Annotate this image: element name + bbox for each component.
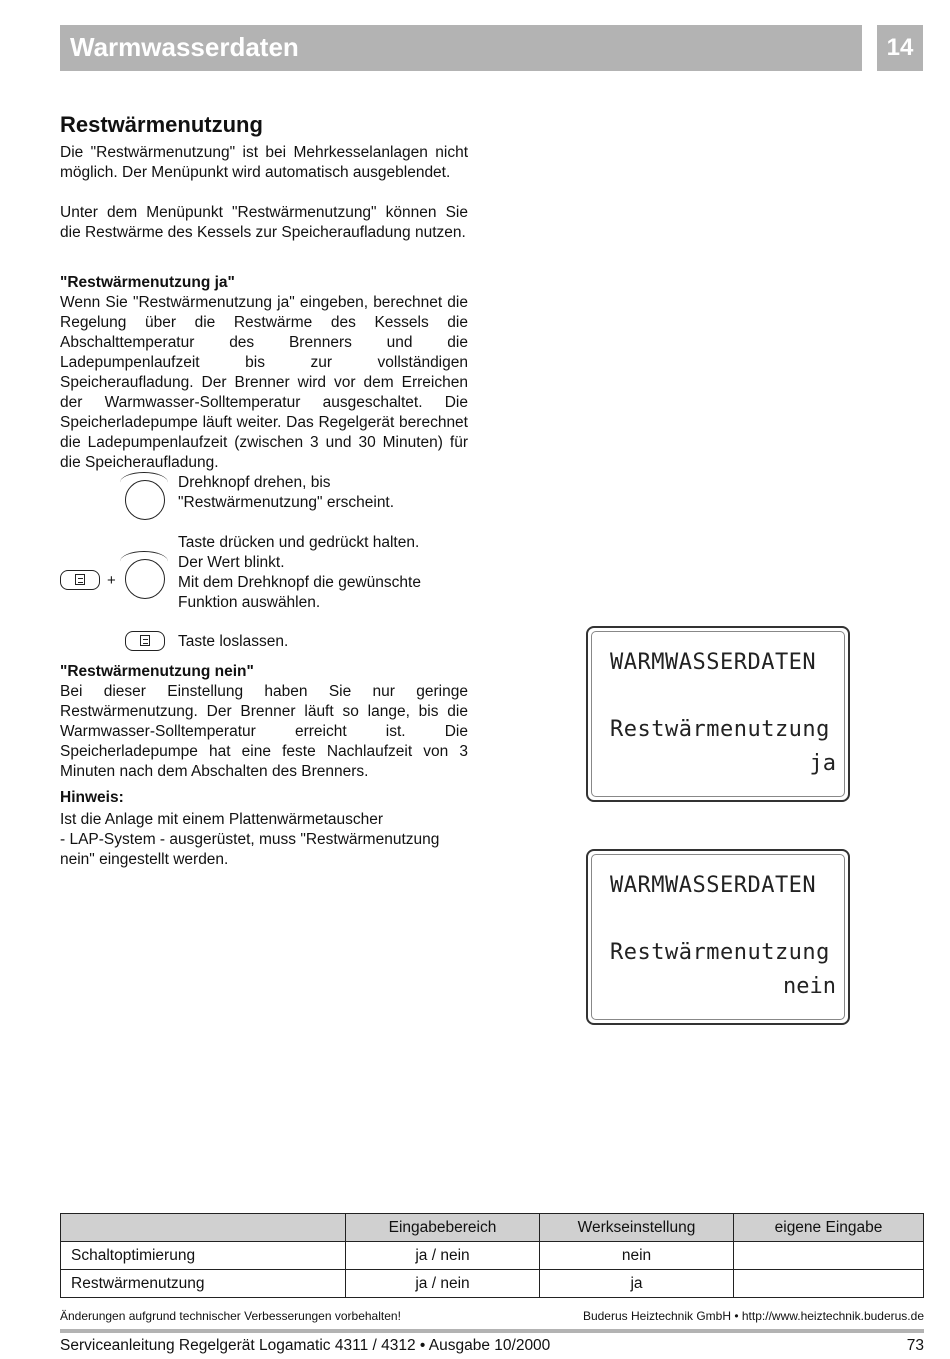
step-3-instruction: Taste loslassen. xyxy=(178,633,289,650)
page-title: Warmwasserdaten xyxy=(70,32,299,62)
ja-heading: "Restwärmenutzung ja" xyxy=(60,274,235,291)
display-key-icon xyxy=(75,574,85,585)
table-cell: Restwärmenutzung xyxy=(61,1270,346,1298)
footer-doc-title: Serviceanleitung Regelgerät Logamatic 4311 / 4312 • Ausgabe 10/2000 xyxy=(60,1337,551,1354)
lcd-line-1: WARMWASSERDATEN xyxy=(610,650,817,675)
lcd-value: nein xyxy=(783,974,836,999)
footer-note-left: Änderungen aufgrund technischer Verbesserungen vorbehalten! xyxy=(60,1309,401,1323)
lcd-line-2: Restwärmenutzung xyxy=(610,717,830,742)
hint-heading: Hinweis: xyxy=(60,789,124,806)
step-2-line-1: Taste drücken und gedrückt halten. xyxy=(178,534,420,551)
rotary-knob-icon xyxy=(125,559,165,599)
ja-paragraph: Wenn Sie "Restwärmenutzung ja" eingeben, berechnet die Regelung über die Restwärme des Kessels die Abschalttemperatur des Brenners und die Ladepumpenlaufzeit bis zur vollständigen Speicheraufladung. Der Brenner wird vor dem Erreichen der Warmwasser-Solltemperatur ausgeschaltet. Die Speicherladepumpe läuft weiter. Das Regelgerät berechnet die Ladepumpenlaufzeit (zwischen 3 und 30 Minuten) für die Speicheraufladung. xyxy=(60,294,468,471)
footer-note-right: Buderus Heiztechnik GmbH • http://www.heiztechnik.buderus.de xyxy=(582,1309,924,1323)
lcd-line-2: Restwärmenutzung xyxy=(610,940,830,965)
hint-line-1: Ist die Anlage mit einem Plattenwärmetauscher xyxy=(60,811,384,828)
step-1-line-2: "Restwärmenutzung" erscheint. xyxy=(178,494,395,511)
plus-sign: + xyxy=(107,572,116,589)
nein-paragraph: Bei dieser Einstellung haben Sie nur geringe Restwärmenutzung. Der Brenner läuft so lange, bis die Warmwasser-Solltemperatur erreicht ist. Die Speicherladepumpe hat eine feste Nachlaufzeit von 3 Minuten nach dem Abschalten des Brenners. xyxy=(60,683,468,780)
key-button-icon xyxy=(125,631,165,651)
hint-line-2: - LAP-System - ausgerüstet, muss "Restwärmenutzung xyxy=(60,831,440,848)
table-header-cell: Werkseinstellung xyxy=(540,1214,734,1242)
footer-divider xyxy=(60,1329,924,1333)
table-header-cell xyxy=(61,1214,346,1242)
lcd-line-1: WARMWASSERDATEN xyxy=(610,873,817,898)
settings-table xyxy=(60,1213,924,1298)
rotary-knob-icon xyxy=(125,480,165,520)
step-2-line-3: Mit dem Drehknopf die gewünschte xyxy=(178,574,421,591)
table-cell xyxy=(734,1242,924,1270)
display-key-icon xyxy=(140,635,150,646)
table-cell: nein xyxy=(540,1242,734,1270)
step-1-instruction xyxy=(178,473,478,513)
chapter-badge xyxy=(877,25,923,71)
intro-paragraph-2: Unter dem Menüpunkt "Restwärmenutzung" können Sie die Restwärme des Kessels zur Speicheraufladung nutzen. xyxy=(60,204,468,241)
table-cell: ja / nein xyxy=(346,1270,540,1298)
section-title: Restwärmenutzung xyxy=(60,112,263,137)
table-cell xyxy=(734,1270,924,1298)
table-header-cell: eigene Eingabe xyxy=(734,1214,924,1242)
lcd-display-ja xyxy=(586,626,850,802)
step-2-instruction xyxy=(178,533,478,613)
step-2-line-4: Funktion auswählen. xyxy=(178,594,321,611)
lcd-display-nein xyxy=(586,849,850,1025)
nein-heading: "Restwärmenutzung nein" xyxy=(60,663,254,680)
chapter-number: 14 xyxy=(886,34,914,61)
step-2-line-2: Der Wert blinkt. xyxy=(178,554,285,571)
hint-line-3: nein" eingestellt werden. xyxy=(60,851,229,868)
page-number: 73 xyxy=(906,1337,924,1354)
table-cell: Schaltoptimierung xyxy=(61,1242,346,1270)
key-button-icon xyxy=(60,570,100,590)
table-header-cell: Eingabebereich xyxy=(346,1214,540,1242)
lcd-value: ja xyxy=(809,751,836,776)
intro-paragraph-1: Die "Restwärmenutzung" ist bei Mehrkesselanlagen nicht möglich. Der Menüpunkt wird automatisch ausgeblendet. xyxy=(60,144,468,181)
table-cell: ja / nein xyxy=(346,1242,540,1270)
hint-text xyxy=(60,810,468,870)
step-1-line-1: Drehknopf drehen, bis xyxy=(178,474,331,491)
header-bar xyxy=(60,25,862,71)
table-cell: ja xyxy=(540,1270,734,1298)
table-header-row xyxy=(61,1214,924,1242)
table-row xyxy=(61,1270,924,1298)
table-row xyxy=(61,1242,924,1270)
